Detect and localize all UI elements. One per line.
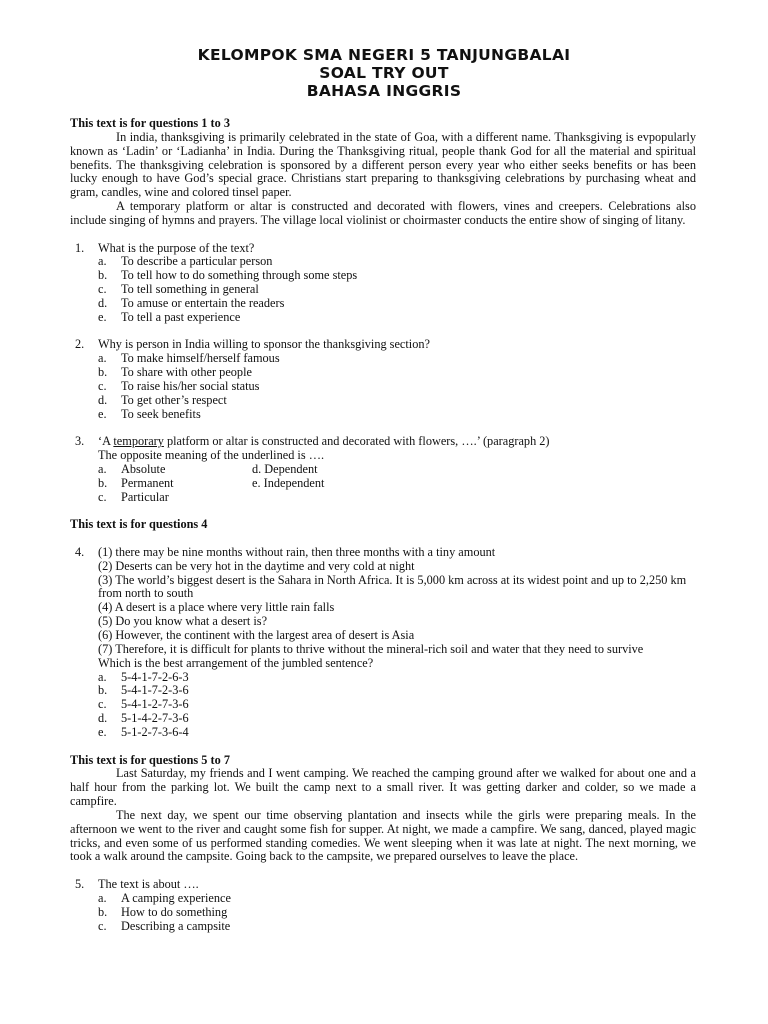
reading-paragraph: In india, thanksgiving is primarily celebrated in the state of Goa, with a different name. Thanksgiving is evpopularly known as ‘Ladin’ or ‘Ladianha’ in India. During the Thanksgiving ritual, people thank God for all the material and spiritual benefits. The thanksgiving celebration is sponsored by a different person every year who either seeks benefits or has been lucky enough to have God’s special grace. Christians start preparing to thanksgiving celebrations by purchasing wheat and gram, candles, wine and colored tinsel paper. (70, 129, 696, 200)
header-subject: BAHASA INGGRIS (306, 82, 462, 100)
option-a[interactable]: a. A camping experience (98, 890, 231, 905)
question-4 (70, 546, 696, 560)
option-c[interactable]: c. 5-4-1-2-7-3-6 (98, 697, 189, 712)
question-quote-start: ‘A (98, 434, 114, 449)
question-1 (70, 242, 696, 256)
option-b-letter: b. (98, 475, 108, 490)
reading-paragraph: A temporary platform or altar is constructed and decorated with flowers, vines and creepers. Celebrations also include singing of hymns and prayers. The village local violinist or choirmaster conducts the entire show of singing of litany. (70, 199, 696, 227)
option-d[interactable]: d. 5-1-4-2-7-3-6 (98, 711, 189, 726)
question-text: Which is the best arrangement of the jumbled sentence? (98, 655, 374, 670)
section-title: This text is for questions 1 to 3 (70, 116, 230, 130)
question-text: Why is person in India willing to sponsor the thanksgiving section? (98, 337, 430, 352)
jumbled-sentence: (5) Do you know what a desert is? (98, 614, 268, 629)
question-3-prompt: The opposite meaning of the underlined is …. (98, 448, 325, 463)
question-text: The text is about …. (98, 877, 199, 892)
question-number: 4. (75, 544, 85, 559)
option-e[interactable]: e. To tell a past experience (98, 309, 241, 324)
option-d[interactable]: d. To amuse or entertain the readers (98, 295, 285, 310)
option-c[interactable]: c. To raise his/her social status (98, 378, 260, 393)
exam-body (70, 117, 696, 933)
option-row-a-d (70, 463, 696, 477)
option-c[interactable]: c. Particular (98, 489, 169, 504)
option-a-letter: a. (98, 461, 107, 476)
jumbled-sentence: (4) A desert is a place where very little rain falls (98, 600, 335, 615)
option-a[interactable]: a. 5-4-1-7-2-6-3 (98, 669, 189, 684)
option-a[interactable]: a. To describe a particular person (98, 254, 273, 269)
question-quote-end: platform or altar is constructed and decorated with flowers, ….’ (paragraph 2) (163, 434, 550, 449)
option-d[interactable]: d. To get other’s respect (98, 392, 227, 407)
question-number: 5. (75, 877, 85, 892)
option-row-b-e (70, 477, 696, 491)
option-a[interactable]: a. To make himself/herself famous (98, 351, 280, 366)
question-text: What is the purpose of the text? (98, 240, 255, 255)
header-school: KELOMPOK SMA NEGERI 5 TANJUNGBALAI (197, 46, 571, 64)
header-exam-type: SOAL TRY OUT (319, 64, 449, 82)
section-title: This text is for questions 5 to 7 (70, 752, 230, 767)
question-5 (70, 878, 696, 892)
question-3 (70, 435, 696, 449)
option-b[interactable]: Permanent (121, 475, 174, 490)
jumbled-sentence: (3) The world’s biggest desert is the Sahara in North Africa. It is 5,000 km across at its widest point and up to 2,250 km from north to south (98, 572, 687, 601)
question-number: 3. (75, 434, 85, 449)
option-a[interactable]: Absolute (121, 461, 166, 476)
option-b[interactable]: b. 5-4-1-7-2-3-6 (98, 683, 189, 698)
option-e[interactable]: e. 5-1-2-7-3-6-4 (98, 724, 189, 739)
question-number: 1. (75, 240, 85, 255)
section-title: This text is for questions 4 (70, 517, 208, 532)
option-d[interactable]: d. Dependent (252, 461, 318, 476)
option-e[interactable]: e. Independent (252, 475, 325, 490)
option-c[interactable]: c. To tell something in general (98, 282, 259, 297)
option-b[interactable]: b. To share with other people (98, 365, 252, 380)
reading-paragraph: The next day, we spent our time observing plantation and insects while the girls were preparing meals. In the afternoon we went to the river and caught some fish for supper. At night, we made a campfire. We sang, danced, played magic tricks, and even some of us performed standing comedies. We went sleeping when it was late at night. The next morning, we took a walk around the campsite. Going back to the campsite, we prepared ourselves to leave the place. (70, 807, 696, 864)
jumbled-sentence: (1) there may be nine months without rain, then three months with a tiny amount (98, 544, 496, 559)
option-b[interactable]: b. How to do something (98, 904, 228, 919)
jumbled-sentence: (6) However, the continent with the largest area of desert is Asia (98, 627, 415, 642)
jumbled-sentence: (2) Deserts can be very hot in the daytime and very cold at night (98, 558, 415, 573)
question-2 (70, 338, 696, 352)
option-c[interactable]: c. Describing a campsite (98, 918, 231, 933)
jumbled-sentence: (7) Therefore, it is difficult for plants to thrive without the mineral-rich soil and water that they need to survive (98, 641, 644, 656)
option-e[interactable]: e. To seek benefits (98, 406, 201, 421)
underlined-word: temporary (113, 434, 164, 449)
question-number: 2. (75, 337, 85, 352)
reading-paragraph: Last Saturday, my friends and I went camping. We reached the camping ground after we walked for about one and a half hour from the parking lot. We built the camp next to a small river. It was getting darker and colder, so we made a campfire. (70, 766, 696, 809)
option-b[interactable]: b. To tell how to do something through some steps (98, 268, 358, 283)
